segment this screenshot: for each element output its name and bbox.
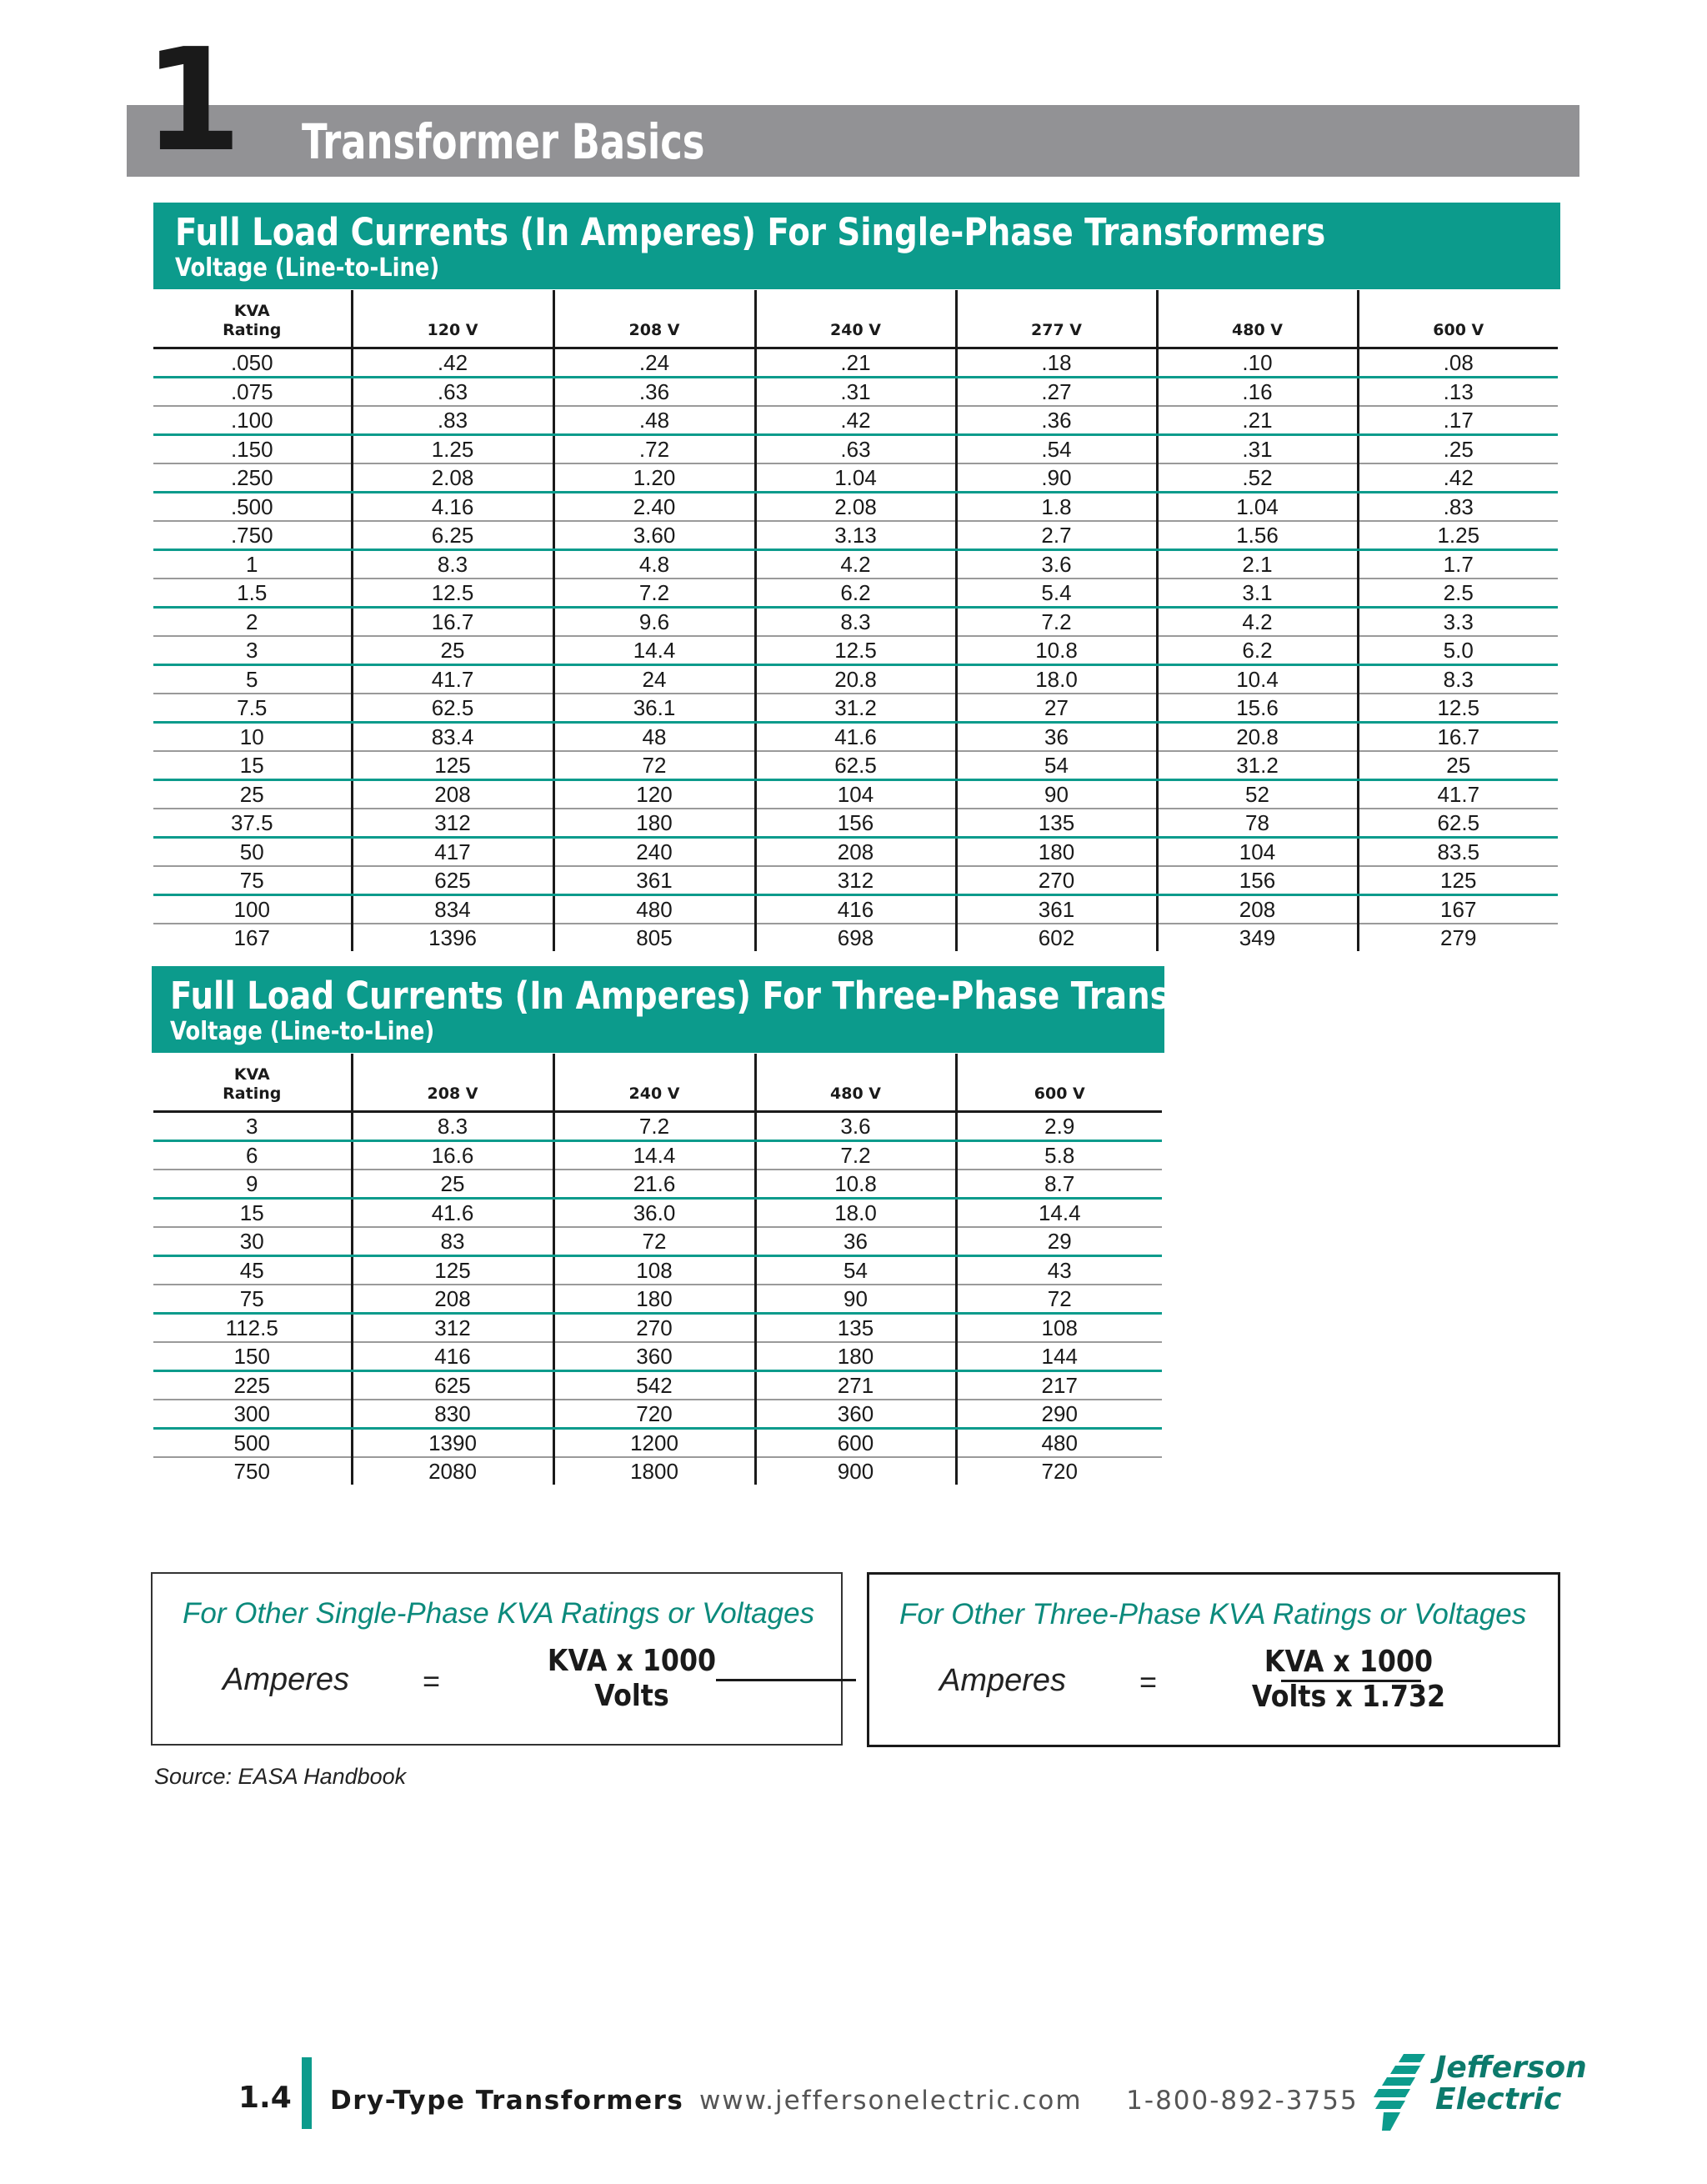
kva-cell: .250 bbox=[153, 463, 352, 493]
formula-lhs: Amperes bbox=[223, 1662, 350, 1697]
current-cell: 1.25 bbox=[352, 435, 553, 464]
current-cell: 361 bbox=[956, 895, 1157, 924]
current-cell: 1396 bbox=[352, 924, 553, 951]
current-cell: 20.8 bbox=[755, 665, 956, 694]
single-phase-subtitle: Voltage (Line-to-Line) bbox=[175, 253, 440, 283]
kva-cell: 1.5 bbox=[153, 579, 352, 608]
current-cell: 72 bbox=[956, 1285, 1162, 1314]
table-row bbox=[153, 521, 1558, 550]
current-cell: .18 bbox=[956, 348, 1157, 378]
kva-cell: 45 bbox=[153, 1256, 352, 1285]
current-cell: 3.13 bbox=[755, 521, 956, 550]
kva-cell: 30 bbox=[153, 1227, 352, 1256]
current-cell: 90 bbox=[755, 1285, 956, 1314]
current-cell: .16 bbox=[1157, 378, 1358, 407]
current-cell: 78 bbox=[1157, 809, 1358, 838]
current-cell: 1.56 bbox=[1157, 521, 1358, 550]
current-cell: .83 bbox=[1358, 493, 1558, 522]
kva-cell: 225 bbox=[153, 1371, 352, 1400]
table-row bbox=[153, 1141, 1162, 1170]
current-cell: 6.2 bbox=[1157, 636, 1358, 665]
current-cell: 900 bbox=[755, 1457, 956, 1485]
current-cell: 217 bbox=[956, 1371, 1162, 1400]
footer-text bbox=[330, 2086, 1359, 2116]
current-cell: 416 bbox=[755, 895, 956, 924]
kva-cell: 750 bbox=[233, 1459, 270, 1484]
current-cell: 24 bbox=[553, 665, 755, 694]
single-phase-title-bar bbox=[153, 203, 1560, 289]
kva-cell: 75 bbox=[153, 866, 352, 895]
current-cell: 12.5 bbox=[352, 579, 553, 608]
current-cell: 3.60 bbox=[553, 521, 755, 550]
current-cell: 18.0 bbox=[755, 1199, 956, 1228]
jefferson-electric-logo-icon bbox=[1372, 2054, 1432, 2131]
current-cell: .25 bbox=[1358, 435, 1558, 464]
formula-equals: = bbox=[1139, 1665, 1158, 1699]
current-cell: 1.04 bbox=[1157, 493, 1358, 522]
current-cell: 8.3 bbox=[352, 1112, 553, 1141]
kva-header-line: KVA bbox=[233, 302, 270, 320]
current-cell: .10 bbox=[1157, 348, 1358, 378]
current-cell: 108 bbox=[956, 1314, 1162, 1343]
three-phase-formula-box bbox=[867, 1572, 1560, 1747]
table-row bbox=[153, 1314, 1162, 1343]
voltage-column-header: 600 V bbox=[956, 1054, 1162, 1112]
current-cell: 3.1 bbox=[1157, 579, 1358, 608]
voltage-column-header: 208 V bbox=[352, 1054, 553, 1112]
current-cell: 72 bbox=[553, 1227, 755, 1256]
table-row bbox=[153, 838, 1558, 867]
kva-cell: .075 bbox=[153, 378, 352, 407]
logo-line-1: Jefferson bbox=[1435, 2051, 1587, 2085]
kva-cell: .150 bbox=[153, 435, 352, 464]
current-cell: .42 bbox=[1358, 463, 1558, 493]
current-cell: .48 bbox=[553, 406, 755, 435]
table-row bbox=[153, 1400, 1162, 1429]
table-row bbox=[153, 493, 1558, 522]
table-row bbox=[153, 1285, 1162, 1314]
current-cell: 21.6 bbox=[553, 1170, 755, 1199]
current-cell: 156 bbox=[1157, 866, 1358, 895]
page-number: 1.4 bbox=[238, 2081, 292, 2115]
current-cell: 625 bbox=[352, 1371, 553, 1400]
current-cell: 4.16 bbox=[352, 493, 553, 522]
current-cell: 7.2 bbox=[553, 1112, 755, 1141]
table-row bbox=[153, 435, 1558, 464]
formula-equals: = bbox=[423, 1664, 441, 1698]
current-cell: 698 bbox=[755, 924, 956, 951]
current-cell: 8.3 bbox=[352, 550, 553, 579]
table-row bbox=[153, 1170, 1162, 1199]
formula-denominator: Volts bbox=[594, 1679, 669, 1713]
footer-product: Dry-Type Transformers bbox=[330, 2086, 684, 2116]
current-cell: 2.40 bbox=[553, 493, 755, 522]
current-cell: 240 bbox=[553, 838, 755, 867]
voltage-column-header: 240 V bbox=[553, 1054, 755, 1112]
current-cell: 83.4 bbox=[352, 723, 553, 752]
current-cell: 2.9 bbox=[956, 1112, 1162, 1141]
current-cell: 62.5 bbox=[1358, 809, 1558, 838]
footer-accent-bar bbox=[302, 2057, 312, 2129]
current-cell: 72 bbox=[553, 751, 755, 780]
kva-cell: .500 bbox=[153, 493, 352, 522]
current-cell: 349 bbox=[1157, 924, 1358, 951]
table-row bbox=[153, 1371, 1162, 1400]
current-cell: .21 bbox=[755, 348, 956, 378]
current-cell: .63 bbox=[755, 435, 956, 464]
table-row bbox=[153, 348, 1558, 378]
current-cell: 41.6 bbox=[755, 723, 956, 752]
current-cell: 279 bbox=[1358, 924, 1558, 951]
table-row bbox=[153, 1429, 1162, 1458]
table-row bbox=[153, 579, 1558, 608]
current-cell: 2.08 bbox=[352, 463, 553, 493]
current-cell: 6.25 bbox=[352, 521, 553, 550]
current-cell: 5.8 bbox=[956, 1141, 1162, 1170]
current-cell: 62.5 bbox=[352, 694, 553, 723]
current-cell: 180 bbox=[553, 809, 755, 838]
current-cell: 18.0 bbox=[956, 665, 1157, 694]
current-cell: 52 bbox=[1157, 780, 1358, 809]
logo-wordmark bbox=[1435, 2052, 1587, 2116]
chapter-number: 1 bbox=[143, 18, 238, 183]
three-phase-table bbox=[153, 1054, 1162, 1485]
current-cell: 3.6 bbox=[755, 1112, 956, 1141]
current-cell: 2.7 bbox=[956, 521, 1157, 550]
table-row bbox=[153, 608, 1558, 637]
current-cell: 104 bbox=[755, 780, 956, 809]
current-cell: 104 bbox=[1157, 838, 1358, 867]
current-cell: 270 bbox=[956, 866, 1157, 895]
table-row bbox=[153, 1112, 1162, 1141]
current-cell: 180 bbox=[553, 1285, 755, 1314]
current-cell: 31.2 bbox=[755, 694, 956, 723]
three-phase-title: Full Load Currents (In Amperes) For Three-Phase Transformers bbox=[170, 974, 1312, 1018]
current-cell: 1200 bbox=[553, 1429, 755, 1458]
current-cell: 720 bbox=[553, 1400, 755, 1429]
current-cell: 208 bbox=[1157, 895, 1358, 924]
current-cell: 12.5 bbox=[1358, 694, 1558, 723]
current-cell: 4.2 bbox=[755, 550, 956, 579]
current-cell: 602 bbox=[956, 924, 1157, 951]
current-cell: 25 bbox=[1358, 751, 1558, 780]
current-cell: 360 bbox=[755, 1400, 956, 1429]
current-cell: .31 bbox=[755, 378, 956, 407]
current-cell: 125 bbox=[1358, 866, 1558, 895]
current-cell: 480 bbox=[956, 1429, 1162, 1458]
kva-cell: .050 bbox=[153, 348, 352, 378]
current-cell: 31.2 bbox=[1157, 751, 1358, 780]
current-cell: 9.6 bbox=[553, 608, 755, 637]
current-cell: .72 bbox=[553, 435, 755, 464]
current-cell: .36 bbox=[956, 406, 1157, 435]
single-phase-formula-box bbox=[151, 1572, 843, 1746]
kva-cell: 25 bbox=[153, 780, 352, 809]
kva-cell: 6 bbox=[153, 1141, 352, 1170]
current-cell: 36 bbox=[755, 1227, 956, 1256]
current-cell: 5.0 bbox=[1358, 636, 1558, 665]
current-cell: 2.1 bbox=[1157, 550, 1358, 579]
current-cell: .42 bbox=[755, 406, 956, 435]
kva-cell: 3 bbox=[153, 636, 352, 665]
voltage-column-header: 480 V bbox=[1157, 290, 1358, 348]
current-cell: 1.8 bbox=[956, 493, 1157, 522]
current-cell: .21 bbox=[1157, 406, 1358, 435]
current-cell: 8.7 bbox=[956, 1170, 1162, 1199]
current-cell: 14.4 bbox=[956, 1199, 1162, 1228]
current-cell: 36.1 bbox=[553, 694, 755, 723]
formula-denominator: Volts x 1.732 bbox=[1251, 1680, 1446, 1714]
current-cell: 83 bbox=[352, 1227, 553, 1256]
current-cell: 720 bbox=[956, 1457, 1162, 1485]
kva-cell: 167 bbox=[233, 925, 270, 950]
current-cell: 5.4 bbox=[956, 579, 1157, 608]
single-phase-title: Full Load Currents (In Amperes) For Single-Phase Transformers bbox=[175, 210, 1326, 254]
table-row bbox=[153, 809, 1558, 838]
current-cell: 312 bbox=[755, 866, 956, 895]
current-cell: 6.2 bbox=[755, 579, 956, 608]
current-cell: 12.5 bbox=[755, 636, 956, 665]
current-cell: 834 bbox=[352, 895, 553, 924]
current-cell: 480 bbox=[553, 895, 755, 924]
current-cell: .42 bbox=[352, 348, 553, 378]
current-cell: 7.2 bbox=[755, 1141, 956, 1170]
kva-cell: 9 bbox=[153, 1170, 352, 1199]
current-cell: .13 bbox=[1358, 378, 1558, 407]
current-cell: 208 bbox=[755, 838, 956, 867]
kva-cell: 3 bbox=[153, 1112, 352, 1141]
current-cell: 1390 bbox=[352, 1429, 553, 1458]
footer-url[interactable]: www.jeffersonelectric.com bbox=[698, 2086, 1083, 2116]
kva-cell: 75 bbox=[153, 1285, 352, 1314]
kva-cell: .100 bbox=[153, 406, 352, 435]
table-row bbox=[153, 694, 1558, 723]
current-cell: 120 bbox=[553, 780, 755, 809]
voltage-column-header: 480 V bbox=[755, 1054, 956, 1112]
table-row bbox=[153, 866, 1558, 895]
kva-cell: 10 bbox=[153, 723, 352, 752]
current-cell: 41.7 bbox=[1358, 780, 1558, 809]
kva-rating-header bbox=[153, 1054, 352, 1112]
current-cell: 7.2 bbox=[553, 579, 755, 608]
voltage-column-header: 277 V bbox=[956, 290, 1157, 348]
current-cell: 805 bbox=[553, 924, 755, 951]
current-cell: 108 bbox=[553, 1256, 755, 1285]
table-row bbox=[153, 636, 1558, 665]
current-cell: 36.0 bbox=[553, 1199, 755, 1228]
current-cell: 10.8 bbox=[956, 636, 1157, 665]
current-cell: 1.04 bbox=[755, 463, 956, 493]
current-cell: .52 bbox=[1157, 463, 1358, 493]
current-cell: 25 bbox=[352, 636, 553, 665]
current-cell: 361 bbox=[553, 866, 755, 895]
formula-numerator: KVA x 1000 bbox=[547, 1644, 717, 1678]
kva-cell: 2 bbox=[153, 608, 352, 637]
current-cell: 1.20 bbox=[553, 463, 755, 493]
current-cell: 3.6 bbox=[956, 550, 1157, 579]
table-row bbox=[153, 1256, 1162, 1285]
current-cell: 270 bbox=[553, 1314, 755, 1343]
current-cell: 3.3 bbox=[1358, 608, 1558, 637]
table-row bbox=[153, 924, 1558, 951]
kva-cell: 150 bbox=[153, 1342, 352, 1371]
current-cell: 135 bbox=[956, 809, 1157, 838]
current-cell: 312 bbox=[352, 809, 553, 838]
kva-cell: 300 bbox=[153, 1400, 352, 1429]
current-cell: 1.7 bbox=[1358, 550, 1558, 579]
table-row bbox=[153, 751, 1558, 780]
kva-rating-header bbox=[153, 290, 352, 348]
current-cell: 4.8 bbox=[553, 550, 755, 579]
kva-cell: 7.5 bbox=[153, 694, 352, 723]
single-phase-table bbox=[153, 290, 1558, 951]
table-row bbox=[153, 780, 1558, 809]
current-cell: 10.4 bbox=[1157, 665, 1358, 694]
three-phase-formula-title: For Other Three-Phase KVA Ratings or Voltages bbox=[899, 1598, 1527, 1630]
kva-header-line: KVA bbox=[233, 1065, 270, 1084]
current-cell: 360 bbox=[553, 1342, 755, 1371]
current-cell: 16.6 bbox=[352, 1141, 553, 1170]
voltage-column-header: 600 V bbox=[1358, 290, 1558, 348]
current-cell: 29 bbox=[956, 1227, 1162, 1256]
current-cell: 135 bbox=[755, 1314, 956, 1343]
current-cell: 62.5 bbox=[755, 751, 956, 780]
kva-cell: 15 bbox=[153, 751, 352, 780]
current-cell: 10.8 bbox=[755, 1170, 956, 1199]
kva-cell: 500 bbox=[153, 1429, 352, 1458]
current-cell: 1.25 bbox=[1358, 521, 1558, 550]
kva-cell: 100 bbox=[153, 895, 352, 924]
current-cell: 48 bbox=[553, 723, 755, 752]
current-cell: 271 bbox=[755, 1371, 956, 1400]
current-cell: 41.7 bbox=[352, 665, 553, 694]
kva-cell: 5 bbox=[153, 665, 352, 694]
table-row bbox=[153, 406, 1558, 435]
kva-cell: 1 bbox=[153, 550, 352, 579]
logo-line-2: Electric bbox=[1435, 2082, 1562, 2116]
voltage-column-header: 208 V bbox=[553, 290, 755, 348]
three-phase-subtitle: Voltage (Line-to-Line) bbox=[170, 1017, 435, 1046]
current-cell: 125 bbox=[352, 751, 553, 780]
current-cell: 90 bbox=[956, 780, 1157, 809]
current-cell: 14.4 bbox=[553, 1141, 755, 1170]
current-cell: 41.6 bbox=[352, 1199, 553, 1228]
table-row bbox=[153, 1199, 1162, 1228]
current-cell: 125 bbox=[352, 1256, 553, 1285]
table-row bbox=[153, 463, 1558, 493]
current-cell: 2.08 bbox=[755, 493, 956, 522]
current-cell: 600 bbox=[755, 1429, 956, 1458]
current-cell: 36 bbox=[956, 723, 1157, 752]
kva-cell: 112.5 bbox=[153, 1314, 352, 1343]
kva-cell: 50 bbox=[153, 838, 352, 867]
current-cell: 208 bbox=[352, 780, 553, 809]
table-row bbox=[153, 723, 1558, 752]
voltage-column-header: 120 V bbox=[352, 290, 553, 348]
kva-header-line: Rating bbox=[223, 1084, 282, 1103]
current-cell: 416 bbox=[352, 1342, 553, 1371]
current-cell: .17 bbox=[1358, 406, 1558, 435]
table-row bbox=[153, 378, 1558, 407]
current-cell: 54 bbox=[956, 751, 1157, 780]
current-cell: 144 bbox=[956, 1342, 1162, 1371]
current-cell: 8.3 bbox=[1358, 665, 1558, 694]
current-cell: 542 bbox=[553, 1371, 755, 1400]
current-cell: 2.5 bbox=[1358, 579, 1558, 608]
table-row bbox=[153, 1457, 1162, 1485]
current-cell: 180 bbox=[755, 1342, 956, 1371]
current-cell: 312 bbox=[352, 1314, 553, 1343]
kva-cell: .750 bbox=[153, 521, 352, 550]
current-cell: 7.2 bbox=[956, 608, 1157, 637]
footer-phone: 1-800-892-3755 bbox=[1126, 2086, 1359, 2116]
kva-cell: 37.5 bbox=[153, 809, 352, 838]
current-cell: .24 bbox=[553, 348, 755, 378]
current-cell: .36 bbox=[553, 378, 755, 407]
current-cell: 417 bbox=[352, 838, 553, 867]
formula-lhs: Amperes bbox=[939, 1663, 1067, 1698]
table-row bbox=[153, 665, 1558, 694]
current-cell: 830 bbox=[352, 1400, 553, 1429]
current-cell: 14.4 bbox=[553, 636, 755, 665]
current-cell: 15.6 bbox=[1157, 694, 1358, 723]
current-cell: 625 bbox=[352, 866, 553, 895]
current-cell: 83.5 bbox=[1358, 838, 1558, 867]
current-cell: .83 bbox=[352, 406, 553, 435]
section-title: Transformer Basics bbox=[302, 113, 705, 170]
current-cell: 1800 bbox=[553, 1457, 755, 1485]
current-cell: .90 bbox=[956, 463, 1157, 493]
voltage-column-header: 240 V bbox=[755, 290, 956, 348]
current-cell: .63 bbox=[352, 378, 553, 407]
current-cell: 208 bbox=[352, 1285, 553, 1314]
table-row bbox=[153, 550, 1558, 579]
current-cell: 54 bbox=[755, 1256, 956, 1285]
current-cell: 27 bbox=[956, 694, 1157, 723]
current-cell: 20.8 bbox=[1157, 723, 1358, 752]
formula-numerator: KVA x 1000 bbox=[1264, 1645, 1434, 1679]
current-cell: 290 bbox=[956, 1400, 1162, 1429]
kva-cell: 15 bbox=[153, 1199, 352, 1228]
source-note: Source: EASA Handbook bbox=[154, 1764, 407, 1789]
current-cell: 16.7 bbox=[1358, 723, 1558, 752]
kva-header-line: Rating bbox=[223, 321, 282, 339]
current-cell: 167 bbox=[1358, 895, 1558, 924]
table-row bbox=[153, 895, 1558, 924]
current-cell: 25 bbox=[352, 1170, 553, 1199]
current-cell: 8.3 bbox=[755, 608, 956, 637]
current-cell: 16.7 bbox=[352, 608, 553, 637]
current-cell: .08 bbox=[1358, 348, 1558, 378]
current-cell: 180 bbox=[956, 838, 1157, 867]
current-cell: 43 bbox=[956, 1256, 1162, 1285]
table-row bbox=[153, 1227, 1162, 1256]
table-row bbox=[153, 1342, 1162, 1371]
current-cell: 2080 bbox=[352, 1457, 553, 1485]
current-cell: .54 bbox=[956, 435, 1157, 464]
three-phase-title-bar bbox=[152, 966, 1312, 1053]
current-cell: .31 bbox=[1157, 435, 1358, 464]
current-cell: 156 bbox=[755, 809, 956, 838]
current-cell: .27 bbox=[956, 378, 1157, 407]
single-phase-formula-title: For Other Single-Phase KVA Ratings or Voltages bbox=[183, 1597, 815, 1630]
current-cell: 4.2 bbox=[1157, 608, 1358, 637]
